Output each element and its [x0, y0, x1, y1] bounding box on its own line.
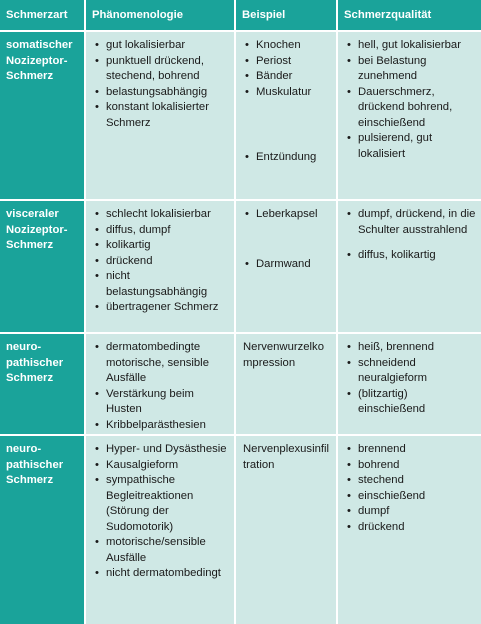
example-cell [236, 201, 336, 332]
list-item: • schlecht lokalisierbar [93, 207, 230, 223]
row-label-line: Nozizeptor- [6, 54, 68, 67]
pain-quality-list [345, 442, 477, 535]
row-label-line: neuro- [6, 341, 42, 353]
list-item: • bohrend [345, 458, 477, 474]
phenomenology-list [93, 442, 230, 582]
pain-quality-list [345, 207, 477, 264]
example-cell [236, 334, 336, 434]
list-item: • dumpf, drückend, in die Schulter ausstrahlend [345, 207, 477, 238]
list-item: • sympathische Begleitreaktionen (Störung der Sudomotorik) [93, 473, 230, 535]
row-label-line: pathischer [6, 356, 64, 369]
list-item: • drückend [345, 520, 477, 536]
phenomenology-cell [86, 201, 234, 332]
list-item: • Darmwand [243, 257, 332, 273]
row-label-line: Schmerz [6, 239, 54, 251]
list-item: • konstant lokalisierter Schmerz [93, 100, 230, 131]
list-item: • Bänder [243, 69, 332, 85]
row-label-line: pathischer [6, 458, 64, 471]
list-item: • dumpf [345, 504, 477, 520]
example-list [243, 207, 332, 272]
pain-quality-list [345, 38, 477, 162]
list-item: • motorische/sensible Ausfälle [93, 535, 230, 566]
phenomenology-list [93, 340, 230, 433]
row-label-line: somatischer [6, 39, 73, 51]
header-phaenomenologie: Phänomenologie [86, 0, 234, 30]
list-item: • punktuell drückend, stechend, bohrend [93, 54, 230, 85]
list-item: • Muskulatur [243, 85, 332, 101]
row-label-somatic [0, 32, 84, 199]
row-label-line: neuro- [6, 443, 42, 455]
list-item: • belastungsabhängig [93, 85, 230, 101]
row-label-neuropathic-plexus [0, 436, 84, 624]
list-item: • Hyper- und Dysästhesie [93, 442, 230, 458]
list-item: • heiß, brennend [345, 340, 477, 356]
header-beispiel: Beispiel [236, 0, 336, 30]
example-text: Nervenplexusinfiltration [243, 443, 330, 471]
example-cell [236, 32, 336, 199]
list-item: • Leberkapsel [243, 207, 332, 223]
list-item: • einschießend [345, 489, 477, 505]
row-label-visceral [0, 201, 84, 332]
phenomenology-cell [86, 32, 234, 199]
list-item: • übertragener Schmerz [93, 300, 230, 316]
pain-quality-cell [338, 32, 481, 199]
pain-quality-list [345, 340, 477, 418]
pain-quality-cell [338, 436, 481, 624]
list-item: • kolikartig [93, 238, 230, 254]
list-item: • Verstärkung beim Husten [93, 387, 230, 418]
list-item: • nicht belastungsabhängig [93, 269, 230, 300]
row-label-line: Schmerz [6, 474, 54, 486]
list-item: • schneidend neuralgieform [345, 356, 477, 387]
phenomenology-cell [86, 334, 234, 434]
list-item: • Knochen [243, 38, 332, 54]
list-item: • hell, gut lokalisierbar [345, 38, 477, 54]
list-item: • Periost [243, 54, 332, 70]
list-item: • Kribbelparästhesien [93, 418, 230, 434]
list-item: • Kausalgieform [93, 458, 230, 474]
phenomenology-cell [86, 436, 234, 624]
row-label-line: visceraler [6, 208, 59, 220]
list-item: • diffus, kolikartig [345, 248, 477, 264]
row-label-line: Nozizeptor- [6, 223, 68, 236]
list-item: • pulsierend, gut lokalisiert [345, 131, 477, 162]
row-label-line: Schmerz [6, 372, 54, 384]
row-label-line: Schmerz [6, 70, 54, 82]
list-item: • drückend [93, 254, 230, 270]
example-cell [236, 436, 336, 624]
list-item: • brennend [345, 442, 477, 458]
header-schmerzqualitaet: Schmerzqualität [338, 0, 481, 30]
list-item: • (blitzartig) einschießend [345, 387, 477, 418]
list-item: • diffus, dumpf [93, 223, 230, 239]
list-item: • dermatombedingte motorische, sensible Ausfälle [93, 340, 230, 387]
list-item: • stechend [345, 473, 477, 489]
header-schmerzart: Schmerzart [0, 0, 84, 30]
list-item: • Entzündung [243, 150, 332, 166]
list-item: • nicht dermatombedingt [93, 566, 230, 582]
example-text: Nervenwurzelkompression [243, 341, 324, 369]
list-item: • bei Belastung zunehmend [345, 54, 477, 85]
example-list [243, 38, 332, 166]
row-label-neuropathic-root [0, 334, 84, 434]
phenomenology-list [93, 38, 230, 131]
list-item: • Dauerschmerz, drückend bohrend, einschießend [345, 85, 477, 132]
pain-quality-cell [338, 201, 481, 332]
phenomenology-list [93, 207, 230, 316]
pain-quality-cell [338, 334, 481, 434]
list-item: • gut lokalisierbar [93, 38, 230, 54]
